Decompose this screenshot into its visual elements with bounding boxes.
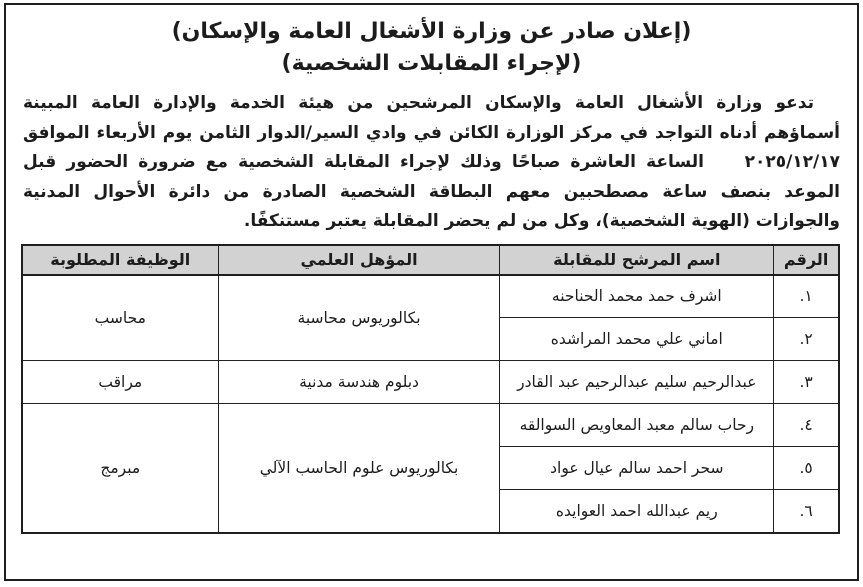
row-number: ٥. [774,447,839,490]
candidate-name: اشرف حمد محمد الحناحنه [500,275,774,318]
row-number: ٤. [774,404,839,447]
candidate-name: سحر احمد سالم عيال عواد [500,447,774,490]
table-row [22,361,839,404]
job-cell: محاسب [22,275,218,361]
row-number: ٢. [774,318,839,361]
announcement-title-line-1: (إعلان صادر عن وزارة الأشغال العامة والإسكان) [171,19,692,44]
job-cell: مبرمج [22,404,218,533]
announcement-title [6,16,857,80]
job-cell: مراقب [22,361,218,404]
table-row [22,275,839,318]
candidates-table-body [22,275,839,533]
candidate-name: ريم عبدالله احمد العوايده [500,490,774,533]
candidate-name: اماني علي محمد المراشده [500,318,774,361]
announcement-title-line-2: (لإجراء المقابلات الشخصية) [281,51,582,76]
candidate-name: عبدالرحيم سليم عبدالرحيم عبد القادر [500,361,774,404]
row-number: ١. [774,275,839,318]
qualification-cell: بكالوريوس محاسبة [218,275,500,361]
qualification-cell: بكالوريوس علوم الحاسب الآلي [218,404,500,533]
header-candidate-name: اسم المرشح للمقابلة [500,245,774,275]
row-number: ٦. [774,490,839,533]
candidates-table-header [22,245,839,275]
row-number: ٣. [774,361,839,404]
candidates-table [21,244,840,534]
header-required-job: الوظيفة المطلوبة [22,245,218,275]
header-number: الرقم [774,245,839,275]
candidate-name: رحاب سالم معبد المعاويص السوالقه [500,404,774,447]
announcement-body-paragraph: تدعو وزارة الأشغال العامة والإسكان المرشحين من هيئة الخدمة والإدارة العامة المبينة أسماؤهم أدناه التواجد في مركز الوزارة الكائن في وادي السير/الدوار الثامن يوم الأربعاء الموافق ٢٠٢٥/١٢/١٧ الساعة العاشرة صباحًا وذلك لإجراء المقابلة الشخصية مع ضرورة الحضور قبل الموعد بنصف ساعة مصطحبين معهم البطاقة الشخصية الصادرة من دائرة الأحوال المدنية والجوازات (الهوية الشخصية)، وكل من لم يحضر المقابلة يعتبر مستنكفًا. [23,93,840,231]
header-qualification: المؤهل العلمي [218,245,500,275]
table-header-row [22,245,839,275]
document-page [4,3,859,581]
qualification-cell: دبلوم هندسة مدنية [218,361,500,404]
table-row [22,404,839,447]
